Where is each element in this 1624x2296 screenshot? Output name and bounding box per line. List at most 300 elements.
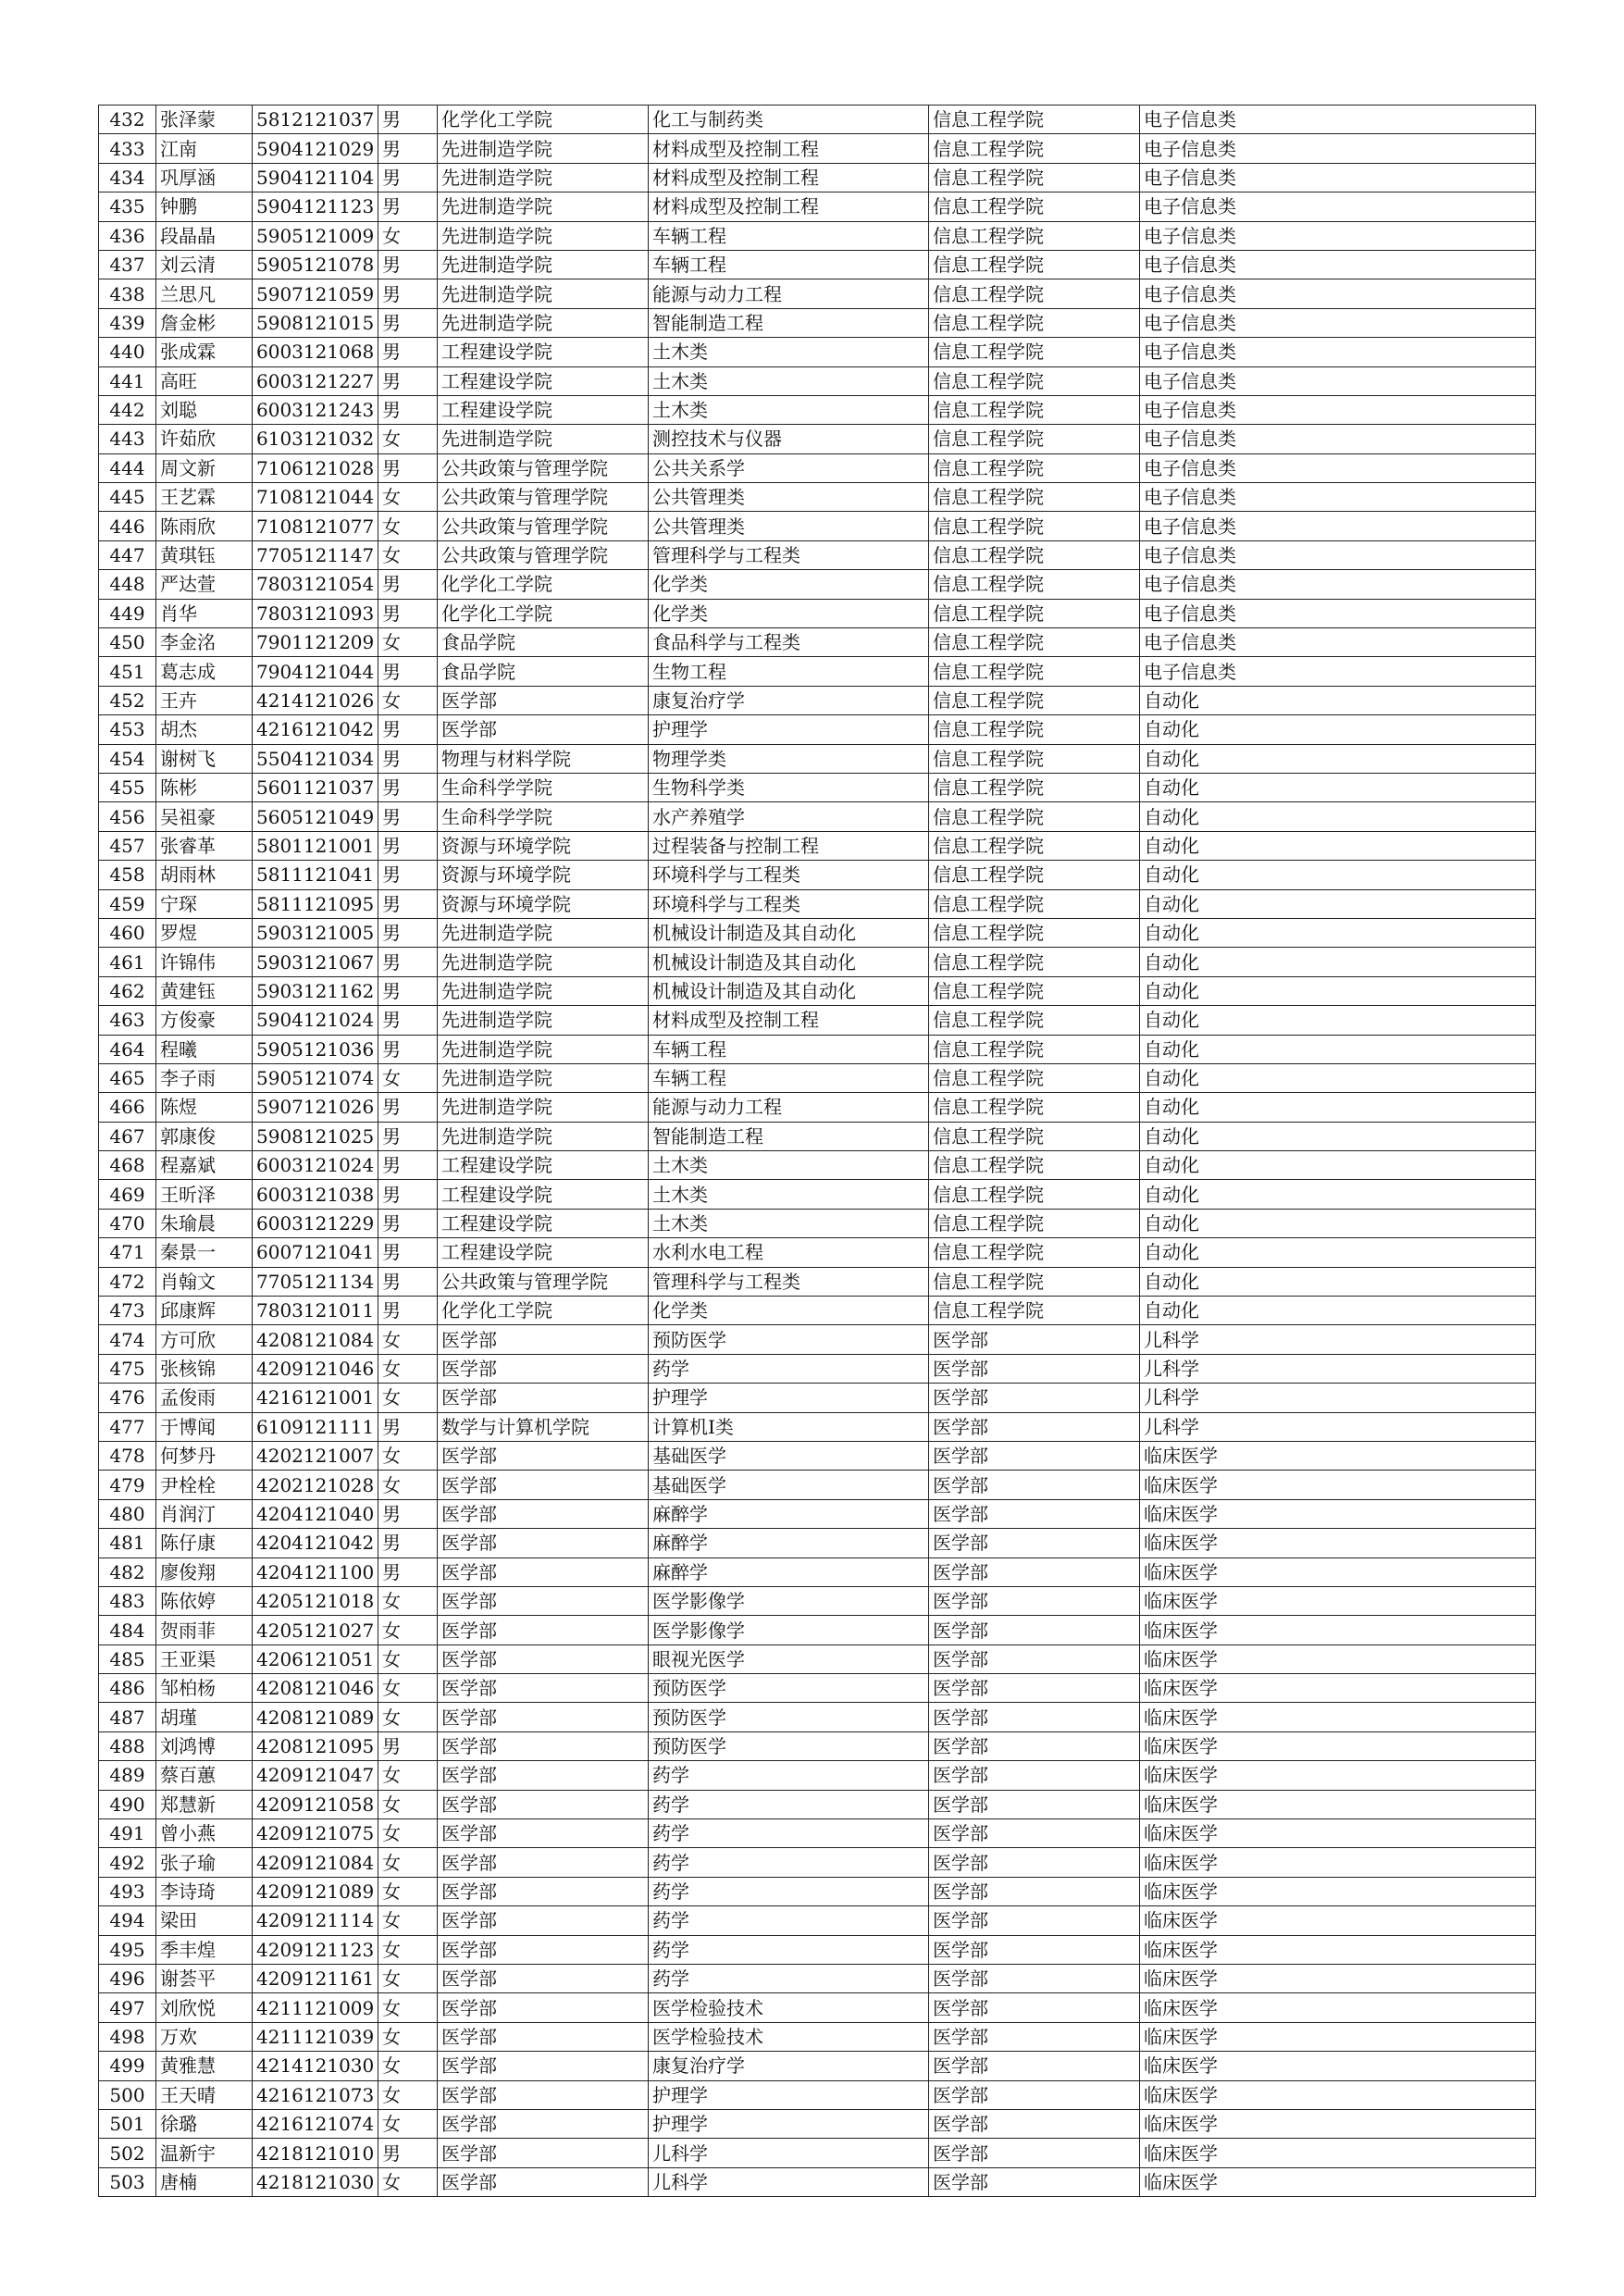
table-row (99, 279, 1536, 308)
student-id-cell: 4208121084 (253, 1325, 378, 1354)
student-name-cell: 陈雨欣 (156, 512, 253, 540)
target-school-cell: 医学部 (929, 1529, 1140, 1558)
student-name-cell: 王天晴 (156, 2080, 253, 2109)
row-number-cell: 469 (99, 1180, 156, 1209)
original-school-cell: 医学部 (438, 1819, 649, 1848)
row-number-cell: 453 (99, 715, 156, 744)
target-major-cell: 临床医学 (1140, 1529, 1536, 1558)
original-school-cell: 医学部 (438, 1848, 649, 1877)
row-number-cell: 477 (99, 1412, 156, 1441)
student-id-cell: 6003121068 (253, 338, 378, 366)
row-number-cell: 473 (99, 1297, 156, 1325)
student-name-cell: 王昕泽 (156, 1180, 253, 1209)
row-number-cell: 460 (99, 918, 156, 947)
student-id-cell: 5908121025 (253, 1122, 378, 1150)
original-school-cell: 医学部 (438, 2109, 649, 2138)
target-major-cell: 自动化 (1140, 1297, 1536, 1325)
target-major-cell: 电子信息类 (1140, 366, 1536, 395)
original-school-cell: 化学化工学院 (438, 1297, 649, 1325)
original-major-cell: 护理学 (649, 2080, 929, 2109)
original-major-cell: 土木类 (649, 1180, 929, 1209)
target-major-cell: 自动化 (1140, 1035, 1536, 1063)
row-number-cell: 439 (99, 308, 156, 337)
gender-cell: 女 (378, 1644, 438, 1673)
student-name-cell: 万欢 (156, 2022, 253, 2051)
row-number-cell: 502 (99, 2139, 156, 2167)
gender-cell: 男 (378, 802, 438, 831)
target-school-cell: 信息工程学院 (929, 802, 1140, 831)
target-major-cell: 电子信息类 (1140, 221, 1536, 250)
original-school-cell: 医学部 (438, 1674, 649, 1703)
student-name-cell: 严达萱 (156, 570, 253, 599)
original-school-cell: 医学部 (438, 1790, 649, 1818)
original-major-cell: 预防医学 (649, 1674, 929, 1703)
target-major-cell: 儿科学 (1140, 1412, 1536, 1441)
table-row (99, 250, 1536, 279)
target-school-cell: 信息工程学院 (929, 338, 1140, 366)
target-school-cell: 信息工程学院 (929, 308, 1140, 337)
original-major-cell: 药学 (649, 1819, 929, 1848)
student-id-cell: 7803121093 (253, 599, 378, 627)
row-number-cell: 471 (99, 1238, 156, 1267)
original-major-cell: 水利水电工程 (649, 1238, 929, 1267)
target-major-cell: 临床医学 (1140, 2052, 1536, 2080)
gender-cell: 女 (378, 1993, 438, 2022)
row-number-cell: 432 (99, 105, 156, 134)
student-name-cell: 陈依婷 (156, 1586, 253, 1615)
target-major-cell: 电子信息类 (1140, 657, 1536, 686)
original-school-cell: 医学部 (438, 1384, 649, 1412)
gender-cell: 女 (378, 221, 438, 250)
table-row (99, 889, 1536, 918)
target-school-cell: 医学部 (929, 2167, 1140, 2196)
original-major-cell: 麻醉学 (649, 1558, 929, 1586)
target-major-cell: 电子信息类 (1140, 308, 1536, 337)
target-school-cell: 信息工程学院 (929, 628, 1140, 657)
table-row (99, 2139, 1536, 2167)
student-name-cell: 谢荟平 (156, 1965, 253, 1993)
target-school-cell: 医学部 (929, 1644, 1140, 1673)
original-major-cell: 药学 (649, 1790, 929, 1818)
student-name-cell: 谢树飞 (156, 744, 253, 773)
table-row (99, 1616, 1536, 1644)
gender-cell: 男 (378, 453, 438, 482)
table-row (99, 1325, 1536, 1354)
student-id-cell: 6103121032 (253, 425, 378, 453)
original-major-cell: 测控技术与仪器 (649, 425, 929, 453)
student-id-cell: 4209121075 (253, 1819, 378, 1848)
original-school-cell: 物理与材料学院 (438, 744, 649, 773)
student-id-cell: 6109121111 (253, 1412, 378, 1441)
student-id-cell: 7108121044 (253, 483, 378, 512)
target-major-cell: 自动化 (1140, 1151, 1536, 1180)
target-major-cell: 临床医学 (1140, 2080, 1536, 2109)
student-name-cell: 王亚渠 (156, 1644, 253, 1673)
student-name-cell: 程嘉斌 (156, 1151, 253, 1180)
table-row (99, 512, 1536, 540)
gender-cell: 男 (378, 1558, 438, 1586)
original-school-cell: 工程建设学院 (438, 395, 649, 424)
table-row (99, 686, 1536, 714)
original-school-cell: 先进制造学院 (438, 134, 649, 163)
target-school-cell: 信息工程学院 (929, 540, 1140, 569)
table-row (99, 1935, 1536, 1964)
gender-cell: 男 (378, 1297, 438, 1325)
target-major-cell: 自动化 (1140, 889, 1536, 918)
row-number-cell: 442 (99, 395, 156, 424)
gender-cell: 女 (378, 1848, 438, 1877)
gender-cell: 男 (378, 599, 438, 627)
student-id-cell: 4209121046 (253, 1354, 378, 1383)
gender-cell: 女 (378, 1354, 438, 1383)
target-major-cell: 自动化 (1140, 861, 1536, 889)
original-school-cell: 医学部 (438, 1703, 649, 1731)
student-id-cell: 4208121089 (253, 1703, 378, 1731)
gender-cell: 女 (378, 1325, 438, 1354)
target-school-cell: 医学部 (929, 1848, 1140, 1877)
original-school-cell: 医学部 (438, 1471, 649, 1499)
student-id-cell: 6003121038 (253, 1180, 378, 1209)
original-school-cell: 食品学院 (438, 657, 649, 686)
table-row (99, 802, 1536, 831)
target-major-cell: 儿科学 (1140, 1384, 1536, 1412)
student-id-cell: 4206121051 (253, 1644, 378, 1673)
student-id-cell: 4204121040 (253, 1499, 378, 1528)
table-row (99, 1499, 1536, 1528)
table-row (99, 599, 1536, 627)
gender-cell: 男 (378, 308, 438, 337)
original-school-cell: 医学部 (438, 1935, 649, 1964)
gender-cell: 男 (378, 105, 438, 134)
row-number-cell: 488 (99, 1731, 156, 1760)
row-number-cell: 446 (99, 512, 156, 540)
student-name-cell: 肖翰文 (156, 1267, 253, 1296)
original-school-cell: 先进制造学院 (438, 250, 649, 279)
original-school-cell: 化学化工学院 (438, 105, 649, 134)
target-school-cell: 医学部 (929, 1384, 1140, 1412)
original-school-cell: 公共政策与管理学院 (438, 483, 649, 512)
original-major-cell: 食品科学与工程类 (649, 628, 929, 657)
original-major-cell: 智能制造工程 (649, 308, 929, 337)
original-major-cell: 化工与制药类 (649, 105, 929, 134)
target-major-cell: 儿科学 (1140, 1325, 1536, 1354)
table-row (99, 105, 1536, 134)
student-id-cell: 5811121095 (253, 889, 378, 918)
student-id-cell: 4209121089 (253, 1877, 378, 1905)
target-school-cell: 医学部 (929, 1499, 1140, 1528)
gender-cell: 男 (378, 2139, 438, 2167)
row-number-cell: 482 (99, 1558, 156, 1586)
gender-cell: 女 (378, 1063, 438, 1092)
table-row (99, 861, 1536, 889)
student-name-cell: 陈仔康 (156, 1529, 253, 1558)
gender-cell: 男 (378, 1122, 438, 1150)
table-row (99, 976, 1536, 1005)
student-name-cell: 许锦伟 (156, 948, 253, 976)
table-row (99, 1354, 1536, 1383)
gender-cell: 男 (378, 1180, 438, 1209)
student-name-cell: 肖润汀 (156, 1499, 253, 1528)
target-major-cell: 电子信息类 (1140, 105, 1536, 134)
original-school-cell: 生命科学学院 (438, 802, 649, 831)
student-name-cell: 郭康俊 (156, 1122, 253, 1150)
original-major-cell: 计算机Ⅰ类 (649, 1412, 929, 1441)
gender-cell: 女 (378, 2109, 438, 2138)
table-row (99, 2022, 1536, 2051)
target-school-cell: 医学部 (929, 2080, 1140, 2109)
target-school-cell: 信息工程学院 (929, 1267, 1140, 1296)
table-row (99, 483, 1536, 512)
target-major-cell: 临床医学 (1140, 1644, 1536, 1673)
student-name-cell: 唐楠 (156, 2167, 253, 2196)
student-name-cell: 周文新 (156, 453, 253, 482)
original-school-cell: 医学部 (438, 1965, 649, 1993)
student-name-cell: 程曦 (156, 1035, 253, 1063)
target-school-cell: 信息工程学院 (929, 918, 1140, 947)
gender-cell: 男 (378, 1267, 438, 1296)
target-school-cell: 信息工程学院 (929, 1063, 1140, 1092)
table-row (99, 1035, 1536, 1063)
row-number-cell: 463 (99, 1006, 156, 1035)
gender-cell: 男 (378, 1412, 438, 1441)
original-school-cell: 医学部 (438, 1906, 649, 1935)
row-number-cell: 478 (99, 1441, 156, 1470)
student-name-cell: 肖华 (156, 599, 253, 627)
table-row (99, 308, 1536, 337)
target-school-cell: 医学部 (929, 1761, 1140, 1790)
student-id-cell: 4209121047 (253, 1761, 378, 1790)
table-row (99, 628, 1536, 657)
original-major-cell: 材料成型及控制工程 (649, 163, 929, 192)
student-name-cell: 钟鹏 (156, 192, 253, 221)
student-id-cell: 4216121073 (253, 2080, 378, 2109)
table-row (99, 1644, 1536, 1673)
student-id-cell: 5907121026 (253, 1093, 378, 1122)
row-number-cell: 459 (99, 889, 156, 918)
gender-cell: 男 (378, 918, 438, 947)
table-row (99, 657, 1536, 686)
row-number-cell: 498 (99, 2022, 156, 2051)
target-major-cell: 自动化 (1140, 976, 1536, 1005)
row-number-cell: 452 (99, 686, 156, 714)
student-id-cell: 4208121095 (253, 1731, 378, 1760)
student-name-cell: 黄建钰 (156, 976, 253, 1005)
row-number-cell: 434 (99, 163, 156, 192)
row-number-cell: 486 (99, 1674, 156, 1703)
original-school-cell: 工程建设学院 (438, 1238, 649, 1267)
row-number-cell: 438 (99, 279, 156, 308)
table-row (99, 2052, 1536, 2080)
gender-cell: 男 (378, 279, 438, 308)
target-school-cell: 信息工程学院 (929, 395, 1140, 424)
target-major-cell: 儿科学 (1140, 1354, 1536, 1383)
student-name-cell: 秦景一 (156, 1238, 253, 1267)
target-school-cell: 信息工程学院 (929, 1122, 1140, 1150)
target-school-cell: 信息工程学院 (929, 1297, 1140, 1325)
target-school-cell: 信息工程学院 (929, 657, 1140, 686)
gender-cell: 男 (378, 657, 438, 686)
gender-cell: 女 (378, 540, 438, 569)
table-row (99, 1558, 1536, 1586)
original-major-cell: 药学 (649, 1906, 929, 1935)
student-name-cell: 于博闻 (156, 1412, 253, 1441)
original-major-cell: 药学 (649, 1761, 929, 1790)
gender-cell: 男 (378, 976, 438, 1005)
original-major-cell: 医学影像学 (649, 1616, 929, 1644)
row-number-cell: 440 (99, 338, 156, 366)
original-school-cell: 医学部 (438, 2167, 649, 2196)
student-id-cell: 7705121147 (253, 540, 378, 569)
student-name-cell: 徐璐 (156, 2109, 253, 2138)
original-school-cell: 先进制造学院 (438, 1122, 649, 1150)
target-major-cell: 自动化 (1140, 918, 1536, 947)
target-major-cell: 自动化 (1140, 1209, 1536, 1237)
original-major-cell: 管理科学与工程类 (649, 540, 929, 569)
original-school-cell: 先进制造学院 (438, 1093, 649, 1122)
student-name-cell: 张子瑜 (156, 1848, 253, 1877)
original-major-cell: 医学影像学 (649, 1586, 929, 1615)
target-major-cell: 自动化 (1140, 1267, 1536, 1296)
target-school-cell: 信息工程学院 (929, 1209, 1140, 1237)
row-number-cell: 445 (99, 483, 156, 512)
original-major-cell: 麻醉学 (649, 1529, 929, 1558)
student-name-cell: 季丰煌 (156, 1935, 253, 1964)
target-school-cell: 医学部 (929, 2022, 1140, 2051)
target-school-cell: 医学部 (929, 1819, 1140, 1848)
target-school-cell: 信息工程学院 (929, 831, 1140, 860)
original-school-cell: 先进制造学院 (438, 918, 649, 947)
original-school-cell: 先进制造学院 (438, 1006, 649, 1035)
target-major-cell: 临床医学 (1140, 1819, 1536, 1848)
student-name-cell: 李子雨 (156, 1063, 253, 1092)
gender-cell: 男 (378, 395, 438, 424)
original-major-cell: 能源与动力工程 (649, 1093, 929, 1122)
row-number-cell: 481 (99, 1529, 156, 1558)
student-name-cell: 方可欣 (156, 1325, 253, 1354)
target-major-cell: 电子信息类 (1140, 453, 1536, 482)
student-id-cell: 6003121227 (253, 366, 378, 395)
original-school-cell: 公共政策与管理学院 (438, 1267, 649, 1296)
table-row (99, 1819, 1536, 1848)
original-major-cell: 车辆工程 (649, 221, 929, 250)
student-id-cell: 4209121084 (253, 1848, 378, 1877)
student-name-cell: 张泽蒙 (156, 105, 253, 134)
original-major-cell: 基础医学 (649, 1471, 929, 1499)
target-major-cell: 自动化 (1140, 686, 1536, 714)
gender-cell: 男 (378, 861, 438, 889)
original-school-cell: 先进制造学院 (438, 1063, 649, 1092)
student-name-cell: 陈煜 (156, 1093, 253, 1122)
target-major-cell: 临床医学 (1140, 1935, 1536, 1964)
original-major-cell: 麻醉学 (649, 1499, 929, 1528)
target-school-cell: 医学部 (929, 1790, 1140, 1818)
gender-cell: 女 (378, 2167, 438, 2196)
student-name-cell: 罗煜 (156, 918, 253, 947)
table-row (99, 453, 1536, 482)
original-school-cell: 先进制造学院 (438, 308, 649, 337)
student-name-cell: 江南 (156, 134, 253, 163)
student-name-cell: 张核锦 (156, 1354, 253, 1383)
target-school-cell: 医学部 (929, 1965, 1140, 1993)
row-number-cell: 470 (99, 1209, 156, 1237)
row-number-cell: 457 (99, 831, 156, 860)
row-number-cell: 461 (99, 948, 156, 976)
original-major-cell: 材料成型及控制工程 (649, 1006, 929, 1035)
student-name-cell: 刘欣悦 (156, 1993, 253, 2022)
target-major-cell: 自动化 (1140, 802, 1536, 831)
target-major-cell: 电子信息类 (1140, 338, 1536, 366)
target-major-cell: 临床医学 (1140, 1499, 1536, 1528)
original-major-cell: 预防医学 (649, 1325, 929, 1354)
table-row (99, 1006, 1536, 1035)
row-number-cell: 499 (99, 2052, 156, 2080)
row-number-cell: 472 (99, 1267, 156, 1296)
original-school-cell: 公共政策与管理学院 (438, 512, 649, 540)
target-major-cell: 临床医学 (1140, 1441, 1536, 1470)
original-major-cell: 土木类 (649, 395, 929, 424)
target-school-cell: 医学部 (929, 1877, 1140, 1905)
target-major-cell: 临床医学 (1140, 1906, 1536, 1935)
gender-cell: 男 (378, 715, 438, 744)
gender-cell: 女 (378, 425, 438, 453)
student-id-cell: 4205121018 (253, 1586, 378, 1615)
row-number-cell: 467 (99, 1122, 156, 1150)
row-number-cell: 454 (99, 744, 156, 773)
target-school-cell: 医学部 (929, 2139, 1140, 2167)
student-id-cell: 5903121162 (253, 976, 378, 1005)
target-major-cell: 临床医学 (1140, 1586, 1536, 1615)
gender-cell: 男 (378, 948, 438, 976)
student-id-cell: 5905121009 (253, 221, 378, 250)
target-school-cell: 信息工程学院 (929, 105, 1140, 134)
transfer-list-table (98, 105, 1536, 2197)
original-major-cell: 机械设计制造及其自动化 (649, 976, 929, 1005)
target-school-cell: 信息工程学院 (929, 453, 1140, 482)
target-school-cell: 信息工程学院 (929, 279, 1140, 308)
row-number-cell: 503 (99, 2167, 156, 2196)
student-name-cell: 方俊豪 (156, 1006, 253, 1035)
gender-cell: 男 (378, 570, 438, 599)
original-school-cell: 医学部 (438, 1325, 649, 1354)
original-major-cell: 药学 (649, 1965, 929, 1993)
target-school-cell: 医学部 (929, 1731, 1140, 1760)
table-row (99, 2167, 1536, 2196)
target-school-cell: 医学部 (929, 1471, 1140, 1499)
student-name-cell: 郑慧新 (156, 1790, 253, 1818)
table-row (99, 1267, 1536, 1296)
student-name-cell: 贺雨菲 (156, 1616, 253, 1644)
original-school-cell: 医学部 (438, 1616, 649, 1644)
student-name-cell: 宁琛 (156, 889, 253, 918)
student-id-cell: 4214121026 (253, 686, 378, 714)
target-major-cell: 电子信息类 (1140, 483, 1536, 512)
original-major-cell: 机械设计制造及其自动化 (649, 948, 929, 976)
row-number-cell: 493 (99, 1877, 156, 1905)
original-school-cell: 医学部 (438, 1499, 649, 1528)
original-school-cell: 先进制造学院 (438, 976, 649, 1005)
target-major-cell: 电子信息类 (1140, 570, 1536, 599)
table-row (99, 918, 1536, 947)
student-id-cell: 5904121029 (253, 134, 378, 163)
table-row (99, 1790, 1536, 1818)
student-id-cell: 4218121010 (253, 2139, 378, 2167)
target-school-cell: 医学部 (929, 1906, 1140, 1935)
gender-cell: 女 (378, 1906, 438, 1935)
target-school-cell: 信息工程学院 (929, 1238, 1140, 1267)
target-major-cell: 临床医学 (1140, 1877, 1536, 1905)
gender-cell: 男 (378, 134, 438, 163)
student-id-cell: 6003121024 (253, 1151, 378, 1180)
